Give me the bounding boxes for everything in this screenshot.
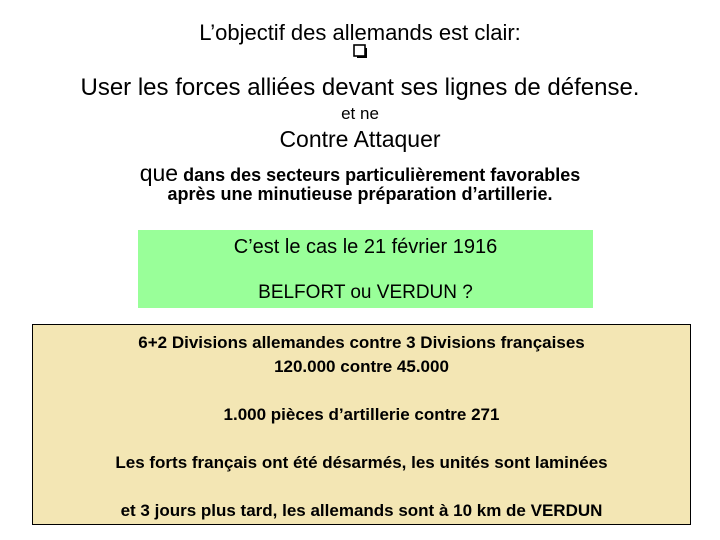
condition-line-2: après une minutieuse préparation d’artillerie.: [167, 184, 553, 204]
condition-line-1-rest: dans des secteurs particulièrement favorables: [178, 165, 581, 185]
hollow-square-bullet-icon: [353, 44, 367, 58]
condition-line-1: [0, 160, 720, 187]
highlight-date: C’est le cas le 21 février 1916: [233, 236, 498, 258]
facts-forts: Les forts français ont été désarmés, les unités sont laminées: [115, 453, 608, 472]
highlight-box: [138, 230, 593, 308]
highlight-question: BELFORT ou VERDUN ?: [258, 282, 473, 303]
facts-advance: et 3 jours plus tard, les allemands sont à 10 km de VERDUN: [120, 501, 603, 520]
counter-attack-text: Contre Attaquer: [279, 126, 441, 152]
facts-box: [32, 324, 691, 525]
facts-troops: 120.000 contre 45.000: [274, 357, 449, 376]
facts-artillery: 1.000 pièces d’artillerie contre 271: [223, 405, 500, 424]
condition-que: que: [139, 160, 179, 186]
slide-title: L’objectif des allemands est clair:: [199, 20, 521, 45]
connector-text: et ne: [341, 104, 379, 123]
main-statement: User les forces alliées devant ses lignes de défense.: [80, 74, 640, 101]
facts-divisions: 6+2 Divisions allemandes contre 3 Divisions françaises: [138, 333, 585, 352]
